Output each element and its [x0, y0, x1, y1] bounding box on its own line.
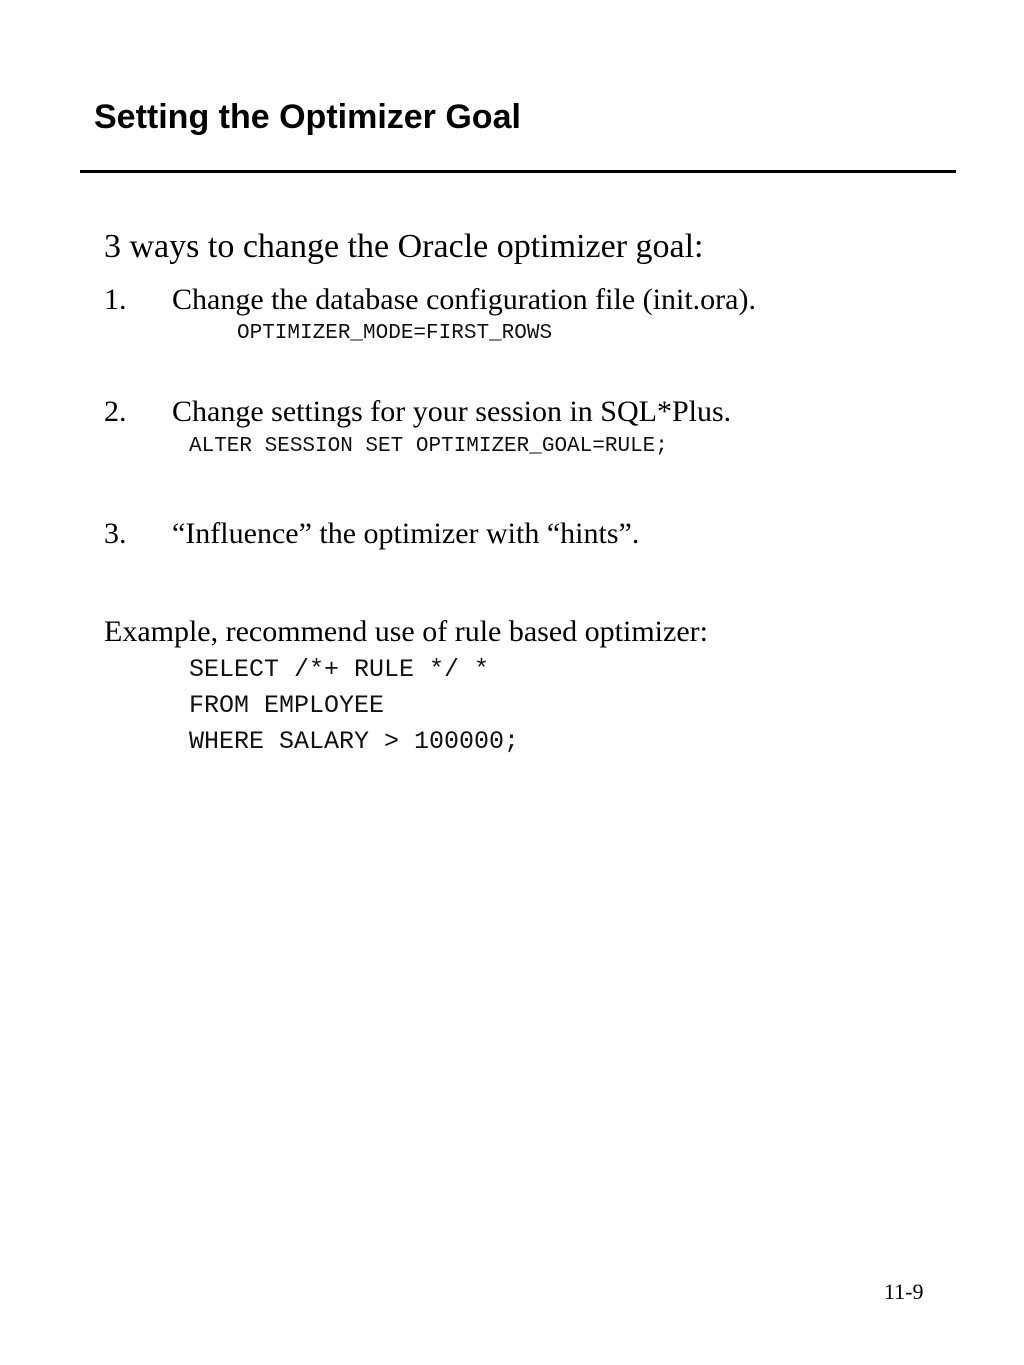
example-code-line: WHERE SALARY > 100000;	[189, 727, 520, 756]
intro-text: 3 ways to change the Oracle optimizer goal:	[104, 228, 704, 265]
list-item-number: 3.	[104, 517, 127, 550]
list-item-text: Change the database configuration file (init.ora).	[172, 283, 756, 316]
list-item-text: “Influence” the optimizer with “hints”.	[172, 517, 640, 550]
example-code-line: FROM EMPLOYEE	[189, 691, 385, 720]
list-item-number: 2.	[104, 395, 127, 428]
code-snippet-init-ora: OPTIMIZER_MODE=FIRST_ROWS	[237, 322, 553, 345]
slide-title: Setting the Optimizer Goal	[94, 98, 521, 136]
title-divider	[80, 170, 956, 173]
example-label: Example, recommend use of rule based optimizer:	[104, 615, 708, 648]
page-number: 11-9	[884, 1279, 924, 1304]
example-code-line: SELECT /*+ RULE */ *	[189, 655, 490, 684]
list-item-text: Change settings for your session in SQL*Plus.	[172, 395, 732, 428]
list-item-number: 1.	[104, 283, 127, 316]
code-snippet-alter-session: ALTER SESSION SET OPTIMIZER_GOAL=RULE;	[189, 435, 668, 458]
